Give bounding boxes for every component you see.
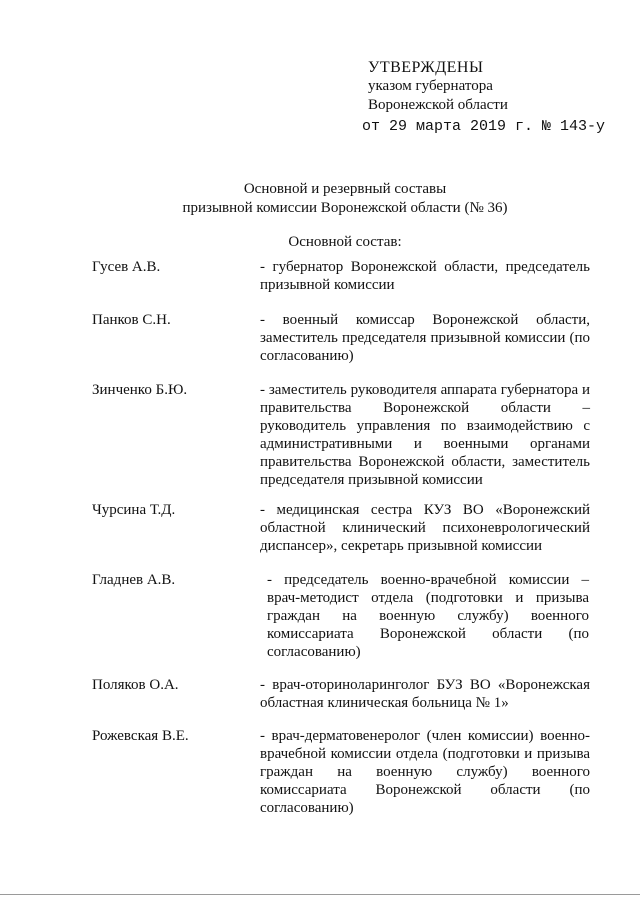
member-name: Рожевская В.Е. — [92, 728, 189, 744]
member-role: - медицинская сестра КУЗ ВО «Воронежский областной клинический психоневрологический диспансер», секретарь призывной комиссии — [260, 502, 590, 554]
member-role: - военный комиссар Воронежской области, заместитель председателя призывной комиссии (по согласованию) — [260, 312, 590, 364]
section-title: Основной состав: — [288, 234, 402, 250]
member-name: Гусев А.В. — [92, 259, 161, 275]
approval-title: УТВЕРЖДЕНЫ — [368, 59, 484, 76]
heading-line-1: Основной и резервный составы — [243, 181, 447, 197]
heading-line-2: призывной комиссии Воронежской области (№ 36) — [182, 200, 508, 216]
member-name: Гладнев А.В. — [92, 572, 176, 588]
approval-date: от 29 марта 2019 г. № 143-у — [362, 118, 606, 135]
member-name: Поляков О.А. — [92, 677, 179, 693]
member-name: Панков С.Н. — [92, 312, 171, 328]
member-role: - председатель военно-врачебной комиссии – врач-методист отдела (подготовки и призыва граждан на военную службу) военного комиссариата Воронежской области (по согласованию) — [267, 572, 589, 660]
member-role: - губернатор Воронежской области, председатель призывной комиссии — [260, 259, 590, 293]
member-role: - врач-оториноларинголог БУЗ ВО «Воронежская областная клиническая больница № 1» — [260, 677, 590, 711]
bottom-rule — [0, 894, 640, 895]
member-role: - заместитель руководителя аппарата губернатора и правительства Воронежской области – руководитель управления по взаимодействию с административными и военными органами правительства Воронежской области, заместитель председателя призывной комиссии — [260, 382, 590, 488]
member-name: Чурсина Т.Д. — [92, 502, 176, 518]
member-role: - врач-дерматовенеролог (член комиссии) военно-врачебной комиссии отдела (подготовки и призыва граждан на военную службу) военного комиссариата Воронежской области (по согласованию) — [260, 728, 590, 816]
member-name: Зинченко Б.Ю. — [92, 382, 188, 398]
approval-block — [362, 58, 606, 136]
approval-line-1: указом губернатора — [368, 78, 493, 94]
document-heading — [0, 180, 640, 218]
approval-line-2: Воронежской области — [368, 97, 508, 113]
